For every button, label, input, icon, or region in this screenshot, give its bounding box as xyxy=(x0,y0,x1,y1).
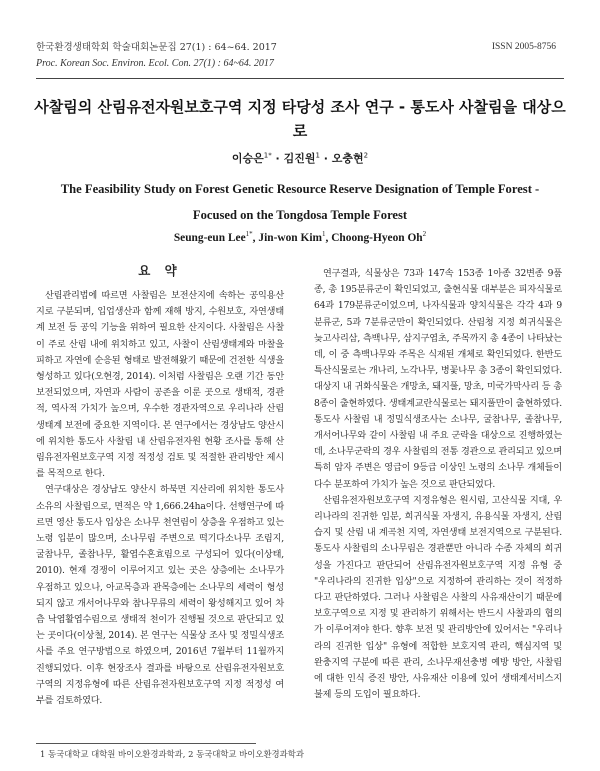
paper-title-en xyxy=(30,176,570,228)
author-separator: , xyxy=(252,231,259,244)
footnote-rule xyxy=(36,743,256,744)
author-separator: , xyxy=(325,231,332,244)
left-column xyxy=(36,262,284,709)
author-affiliation-mark: 1 xyxy=(321,230,326,238)
author-separator: · xyxy=(319,152,332,165)
author-name: 김진원 xyxy=(283,152,316,165)
body-paragraph: 산림유전자원보호구역 지정유형은 원시림, 고산식물 지대, 우리나라의 진귀한 임분, 희귀식물 자생지, 유용식물 자생지, 산림습지 및 산림 내 계곡천 지역, 자연생태 보전지역으로 구분된다. 통도사 사찰림의 소나무림은 경관뿐만 아니라 수종 자체의 희귀성을 가진다고 판단되어 산림유전자원보호구역 지정 유형 중 "우리나라의 진귀한 입상"으로 지정하여 관리하는 것이 적정하다고 판단하였다. 그러나 사찰림은 사찰의 사유재산이기 때문에 보호구역으로 지정 및 관리하기 위해서는 반드시 사찰과의 협의가 이루어져야 한다. 향후 보전 및 관리방안에 있어서는 "우리나라의 진귀한 입상" 유형에 적합한 보호지역 관리, 핵심지역 및 완충지역 구분에 따른 관리, 소나무재선충병 예방 방안, 사찰림에 대한 인식 증진 방안, 사유재산 이용에 있어 생태계서비스지불제 등의 도입이 필요하다. xyxy=(314,495,562,701)
author-affiliation-mark: 1* xyxy=(263,151,272,160)
body-paragraph: 연구대상은 경상남도 양산시 하북면 지산리에 위치한 통도사 소유의 사찰림으로, 면적은 약 1,666.24ha이다. 선행연구에 따르면 영산 통도사 입상은 소나무 천연림이 상층을 우점하고 있는 노령 입분이 많으며, 소나무림 주변으로 떡기다소나무 조림지, 굴참나무, 졸참나무, 활엽수혼효림으로 구성되어 있다(이상태, 2010). 현재 경쟁이 이루어지고 있는 곳은 상층에는 소나무가 우점하고 있으나, 아교목층과 관목층에는 소나무의 세력이 형성되지 않고 개서어나무와 참나무류의 세력이 왕성해지고 있어 차츰 낙엽활엽수림으로 생태적 천이가 진행될 것으로 판단되고 있는 곳이다(이상철, 2014). 본 연구는 식물상 조사 및 정밀식생조사를 주요 연구방법으로 하였으며, 2016년 7월부터 11월까지 진행되었다. 이후 현장조사 결과를 바탕으로 산림유전자원보호구역의 지정유형에 따른 산림유전자원보호구역 지정 적정성 여부를 검토하였다. xyxy=(36,485,284,707)
author-list-en xyxy=(0,230,600,244)
author-name: Jin-won Kim xyxy=(258,231,322,244)
author-affiliation-mark: 2 xyxy=(422,230,427,238)
author-name: 이승은 xyxy=(231,152,264,165)
author-affiliation-mark: 2 xyxy=(363,151,369,160)
author-list-ko xyxy=(0,150,600,166)
author-affiliation-mark: 1 xyxy=(315,151,320,160)
body-paragraph: 연구결과, 식물상은 73과 147속 153종 1아종 32변종 9품종, 총 195분류군이 확인되었고, 출현식물 대부분은 피자식물로 64과 179분류군이었으며, 나자식물과 양치식물은 각각 4과 9분류군, 5과 7분류군만이 확인되었다. 산림청 지정 희귀식물은 늦고사리삼, 측백나무, 삼지구엽초, 주목까지 총 4종이 나타났는데, 이 중 측백나무와 주목은 식재된 개체로 확인되었다. 한반도 특산식물로는 개나리, 노각나무, 병꽃나무 총 3종이 확인되었다. 대상지 내 귀화식물은 개망초, 돼지풀, 망초, 미국가막사리 등 총 8종이 출현하였다. 생태계교란식물로는 돼지풀만이 출현하였다. 통도사 사찰림 내 정밀식생조사는 소나무, 굴참나무, 졸참나무, 개서어나무와 같이 사찰림 내 주요 군락을 대상으로 진행하였는데, 소나무군락의 경우 사찰림의 전통 경관으로 관리되고 있으며 특히 암자 주변은 영급이 9등급 이상인 노령의 소나무 개체들이 다수 분포하여 가치가 높은 것으로 판단되었다. xyxy=(314,269,562,490)
author-affiliation-mark: 1* xyxy=(245,230,253,238)
running-header xyxy=(36,40,277,72)
abstract-heading: 요 약 xyxy=(138,263,182,278)
author-separator: · xyxy=(271,152,284,165)
issn: ISSN 2005-8756 xyxy=(491,42,556,52)
author-name: Seung-eun Lee xyxy=(173,231,246,244)
title-en-line: The Feasibility Study on Forest Genetic Resource Reserve Designation of Temple Forest - xyxy=(60,182,540,196)
body-paragraph: 산림관리법에 따르면 사찰림은 보전산지에 속하는 공익용산지로 구분되며, 입업생산과 함께 재해 방지, 수원보호, 자연생태계 보전 등 공익 기능을 위하여 필요한 산지이다. 사찰림은 사찰이 주로 산림 내에 위치하고 있고, 사찰이 산림생태계와 마찰을 피하고 자연에 순응된 형태로 발전해왔기 때문에 건전한 식생을 형성하고 있다(오현경, 2014). 이처럼 사찰림은 오랜 기간 동안 보전되었으며, 자연과 사람이 공존을 이룬 곳으로 생태적, 경관적, 역사적 가치가 높으며, 우수한 경관자역으로 우리나라 산림생태계 보전에 중요한 지역이다. 본 연구에서는 경상남도 양산시에 위치한 통도사 사찰림 내 산림유전자원 현황 조사를 통해 산림유전자원보호구역 지정 적정성 검토 및 적절한 관리방안 제시를 목적으로 한다. xyxy=(36,291,284,480)
author-name: 오충현 xyxy=(331,152,364,165)
journal-citation-en: Proc. Korean Soc. Environ. Ecol. Con. 27(1) : 64~64. 2017 xyxy=(36,58,274,69)
right-column xyxy=(314,266,562,703)
footnote: 1 동국대학교 대학원 바이오환경과학과, 2 동국대학교 바이오환경과학과 xyxy=(40,749,304,759)
paper-title-ko: 사찰림의 산림유전자원보호구역 지정 타당성 조사 연구 - 통도사 사찰림을 대상으로 xyxy=(34,98,566,140)
header-rule xyxy=(36,78,564,79)
title-en-line: Focused on the Tongdosa Temple Forest xyxy=(192,208,408,222)
author-name: Choong-Hyeon Oh xyxy=(331,231,423,244)
journal-citation-ko: 한국환경생태학회 학술대회논문집 27(1) : 64~64. 2017 xyxy=(36,42,277,53)
